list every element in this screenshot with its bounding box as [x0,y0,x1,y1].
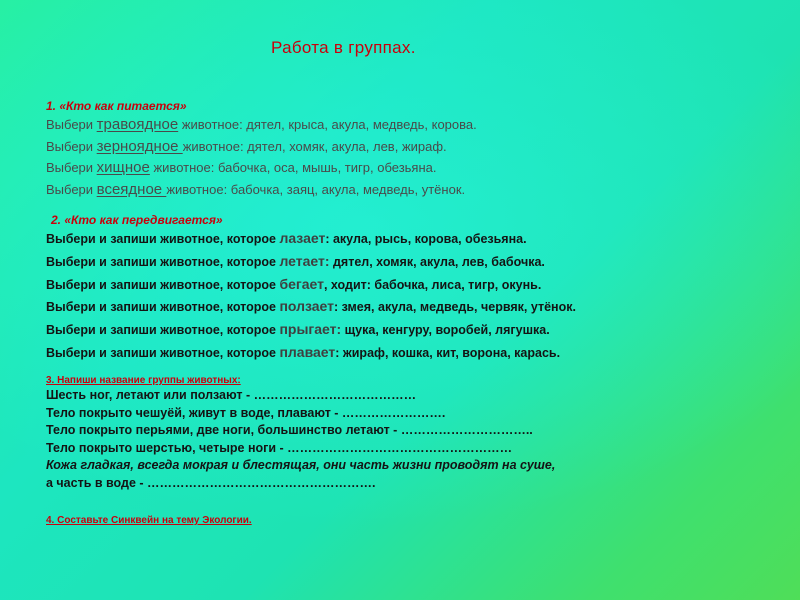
task-1-question: Выбери хищное животное: бабочка, оса, мышь, тигр, обезьяна. [46,159,437,176]
task-2-question: Выбери и запиши животное, которое летает: дятел, хомяк, акула, лев, бабочка. [46,252,545,269]
task-1-heading: 1. «Кто как питается» [46,99,187,113]
keyword: бегает [279,275,324,292]
task-1-feeding [46,98,766,200]
task-2-question: Выбери и запиши животное, которое ползает: змея, акула, медведь, червяк, утёнок. [46,298,576,315]
task-3-line: а часть в воде - ………………………………………………. [46,475,376,490]
slide-title: Работа в группах. [271,38,416,57]
task-3-line: Кожа гладкая, всегда мокрая и блестящая, они часть жизни проводят на суше, [46,458,556,472]
task-4-heading: 4. Составьте Синквейн на тему Экологии. [46,515,252,526]
keyword: прыгает: [279,321,342,338]
task-3-groups [46,374,766,492]
task-3-line: Тело покрыто шерстью, четыре ноги - ……………………………………………… [46,440,513,455]
keyword: хищное [96,159,150,176]
task-1-question: Выбери травоядное животное: дятел, крыса, акула, медведь, корова. [46,116,477,133]
keyword: травоядное [96,116,179,133]
task-4-cinquain [46,514,766,527]
task-1-question: Выбери всеядное животное: бабочка, заяц, акула, медведь, утёнок. [46,180,466,198]
task-3-line: Тело покрыто чешуёй, живут в воде, плавают - ……………………. [46,405,446,420]
keyword: зерноядное [96,137,183,155]
task-2-question: Выбери и запиши животное, которое лазает: акула, рысь, корова, обезьяна. [46,230,527,246]
task-2-question: Выбери и запиши животное, которое плавает: жираф, кошка, кит, ворона, карась. [46,343,561,360]
keyword: летает: [279,252,330,269]
keyword: ползает [279,298,335,315]
task-1-question: Выбери зерноядное животное: дятел, хомяк, акула, лев, жираф. [46,137,447,155]
keyword: плавает [279,343,336,360]
task-2-question: Выбери и запиши животное, которое прыгает: щука, кенгуру, воробей, лягушка. [46,321,550,338]
task-3-line: Шесть ног, летают или ползают - ………………………………… [46,388,417,402]
task-3-line: Тело покрыто перьями, две ноги, большинство летают - ………………………….. [46,423,533,437]
keyword: всеядное [96,180,167,198]
keyword: лазает [279,230,326,246]
task-2-question: Выбери и запиши животное, которое бегает, ходит: бабочка, лиса, тигр, окунь. [46,275,542,292]
task-2-movement [46,212,766,365]
task-3-heading: 3. Напиши название группы животных: [46,375,241,386]
task-2-heading: 2. «Кто как передвигается» [51,213,223,227]
